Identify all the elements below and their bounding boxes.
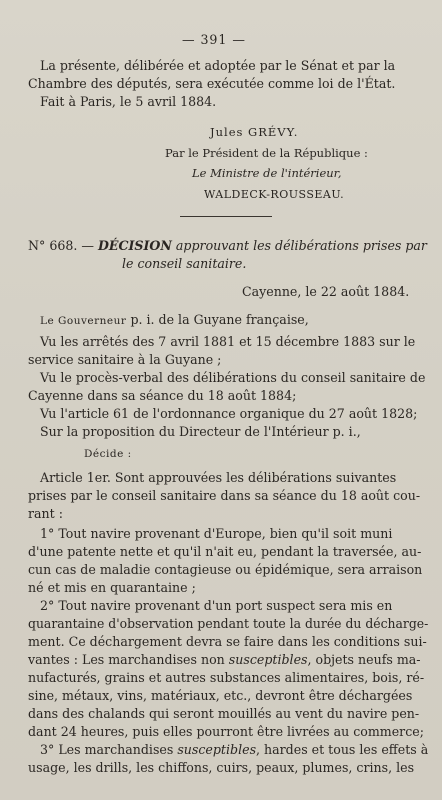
considerant-2-line-2: Cayenne dans sa séance du 18 août 1884; [28,388,297,403]
item-2-line-8: dant 24 heures, puis elles pourront être livrées au commerce; [28,724,424,739]
article-line-1: Article 1er. Sont approuvées les délibérations suivantes [40,470,397,485]
governor-heading [40,312,309,329]
item-3-line-1 [40,742,428,758]
item-3-line-1b: susceptibles [177,742,257,757]
decision-number: N° 668. [28,238,78,253]
article-line-3: rant : [28,506,63,521]
governor-title-prefix: Le Gouverneur [40,315,127,327]
signature-by-president: Par le Président de la République : [165,146,368,160]
considerant-2-line-1: Vu le procès-verbal des délibérations du conseil sanitaire de [40,370,426,385]
item-3-line-1c: , hardes et tous les effets à [256,742,429,757]
decision-keyword: DÉCISION [98,238,172,253]
separator-rule [180,216,272,217]
intro-line-2: Chambre des députés, sera exécutée comme loi de l'État. [28,76,396,91]
page-number: — 391 — [181,33,246,48]
considerant-4: Sur la proposition du Directeur de l'Intérieur p. i., [40,424,361,439]
item-1-line-4: né et mis en quarantaine ; [28,580,196,595]
decision-heading [28,238,427,254]
signature-minister-title: Le Ministre de l'intérieur, [192,166,342,180]
item-2-line-7: dans des chalands qui seront mouillés au vent du navire pen- [28,706,420,721]
item-1-line-3: cun cas de maladie contagieuse ou épidémique, sera arraison [28,562,423,577]
article-line-2: prises par le conseil sanitaire dans sa séance du 18 août cou- [28,488,421,503]
item-2-line-2: quarantaine d'observation pendant toute la durée du décharge- [28,616,429,631]
decision-place-date: Cayenne, le 22 août 1884. [242,284,410,299]
decision-dash: — [81,238,94,253]
considerant-1-line-2: service sanitaire à la Guyane ; [28,352,222,367]
governor-title-rest: p. i. de la Guyane française, [130,312,309,327]
item-2-line-6: sine, métaux, vins, matériaux, etc., devront être déchargées [28,688,413,703]
intro-line-3: Fait à Paris, le 5 avril 1884. [40,94,217,109]
item-1-line-2: d'une patente nette et qu'il n'ait eu, pendant la traversée, au- [28,544,422,559]
item-2-line-4b: susceptibles [228,652,308,667]
item-1-line-1: 1° Tout navire provenant d'Europe, bien qu'il soit muni [40,526,393,541]
decide-heading: Décide : [84,448,132,460]
considerant-3: Vu l'article 61 de l'ordonnance organique du 27 août 1828; [40,406,418,421]
item-2-line-3: ment. Ce déchargement devra se faire dans les conditions sui- [28,634,427,649]
intro-line-1: La présente, délibérée et adoptée par le Sénat et par la [40,58,396,73]
item-2-line-1: 2° Tout navire provenant d'un port suspect sera mis en [40,598,393,613]
considerant-1-line-1: Vu les arrêtés des 7 avril 1881 et 15 décembre 1883 sur le [40,334,416,349]
item-2-line-4c: , objets neufs ma- [307,652,421,667]
signature-minister-name: WALDECK-ROUSSEAU. [204,188,345,201]
decision-title-line-2: le conseil sanitaire. [122,256,247,271]
item-3-line-1a: 3° Les marchandises [40,742,178,757]
item-2-line-4 [28,652,421,668]
item-2-line-5: nufacturés, grains et autres substances alimentaires, bois, ré- [28,670,425,685]
decision-title-rest: approuvant les délibérations prises par [175,238,427,253]
item-3-line-2: usage, les drills, les chiffons, cuirs, peaux, plumes, crins, les [28,760,415,775]
signature-name: Jules GRÉVY. [210,125,299,139]
item-2-line-4a: vantes : Les marchandises non [28,652,229,667]
